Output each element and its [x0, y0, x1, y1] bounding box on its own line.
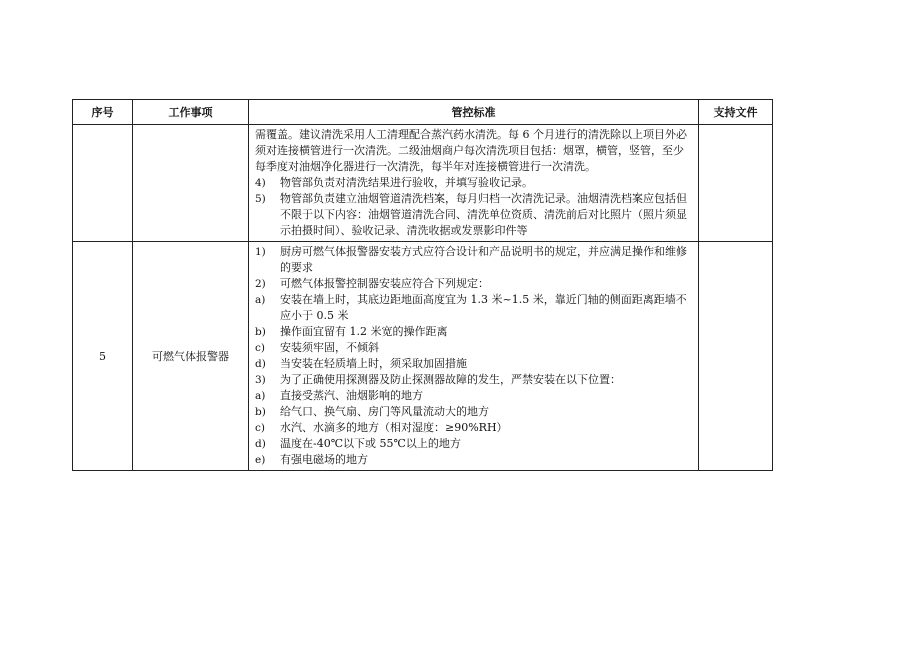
list-item — [255, 191, 692, 239]
header-standard: 管控标准 — [249, 100, 699, 125]
list-item-text: 可燃气体报警控制器安装应符合下列规定： — [280, 277, 489, 290]
list-item-marker: 5) — [255, 193, 266, 205]
list-item-text: 直接受蒸汽、油烟影响的地方 — [280, 389, 423, 402]
list-item-marker: c) — [255, 422, 265, 434]
header-docs: 支持文件 — [699, 100, 773, 125]
row2-docs — [699, 242, 773, 471]
list-item-marker: a) — [255, 294, 266, 306]
list-item-marker: 3) — [255, 374, 266, 386]
list-item-text: 温度在-40℃以下或 55℃以上的地方 — [280, 437, 461, 450]
list-item — [255, 436, 692, 452]
list-item — [255, 452, 692, 468]
list-item-marker: d) — [255, 438, 266, 450]
list-item-text: 厨房可燃气体报警器安装方式应符合设计和产品说明书的规定，并应满足操作和维修的要求 — [280, 245, 687, 274]
list-item-marker: d) — [255, 358, 266, 370]
list-item-marker: 4) — [255, 177, 266, 189]
list-item-text: 当安装在轻质墙上时，须采取加固措施 — [280, 357, 467, 370]
list-item — [255, 244, 692, 276]
list-item-marker: b) — [255, 406, 266, 418]
list-item-text: 为了正确使用探测器及防止探测器故障的发生，严禁安装在以下位置： — [280, 373, 621, 386]
row2-item: 可燃气体报警器 — [133, 242, 249, 471]
list-item — [255, 420, 692, 436]
list-item-text: 安装在墙上时，其底边距地面高度宜为 1.3 米~1.5 米，靠近门轴的侧面距离距墙不应小于 0.5 米 — [280, 293, 687, 322]
list-item-marker: 2) — [255, 278, 266, 290]
row1-docs — [699, 125, 773, 242]
header-row — [73, 100, 773, 125]
list-item-text: 操作面宜留有 1.2 米宽的操作距离 — [280, 325, 448, 338]
standards-table — [72, 99, 773, 471]
list-item-text: 物管部负责建立油烟管道清洗档案，每月归档一次清洗记录。油烟清洗档案应包括但不限于以下内容：油烟管道清洗合同、清洗单位资质、清洗前后对比照片（照片须显示拍摄时间）、验收记录、清洗收据或发票影印件等 — [280, 192, 687, 237]
row2-no: 5 — [73, 242, 133, 471]
table-row — [73, 242, 773, 471]
row1-item — [133, 125, 249, 242]
list-item — [255, 292, 692, 324]
list-item-marker: 1) — [255, 246, 266, 258]
list-item-text: 水汽、水滴多的地方（相对湿度：≥90%RH） — [280, 421, 508, 434]
list-item-text: 有强电磁场的地方 — [280, 453, 368, 466]
row1-standard — [249, 125, 699, 242]
list-item-marker: a) — [255, 390, 266, 402]
list-item — [255, 404, 692, 420]
list-item-text: 给气口、换气扇、房门等风量流动大的地方 — [280, 405, 489, 418]
header-item: 工作事项 — [133, 100, 249, 125]
list-item-text: 安装须牢固，不倾斜 — [280, 341, 379, 354]
list-item-marker: c) — [255, 342, 265, 354]
list-item — [255, 324, 692, 340]
list-item — [255, 175, 692, 191]
row2-standard — [249, 242, 699, 471]
row1-no — [73, 125, 133, 242]
table-row — [73, 125, 773, 242]
list-item — [255, 356, 692, 372]
list-item — [255, 276, 692, 292]
list-item — [255, 340, 692, 356]
list-item-marker: b) — [255, 326, 266, 338]
list-item-text: 物管部负责对清洗结果进行验收，并填写验收记录。 — [280, 176, 533, 189]
row1-lead: 需覆盖。建议清洗采用人工清理配合蒸汽药水清洗。每 6 个月进行的清洗除以上项目外必须对连接横管进行一次清洗。二级油烟商户每次清洗项目包括：烟罩，横管，竖管，至少每季度对油烟净化器进行一次清洗，每半年对连接横管进行一次清洗。 — [255, 128, 687, 173]
list-item — [255, 372, 692, 388]
header-no: 序号 — [73, 100, 133, 125]
list-item — [255, 388, 692, 404]
list-item-marker: e) — [255, 454, 266, 466]
